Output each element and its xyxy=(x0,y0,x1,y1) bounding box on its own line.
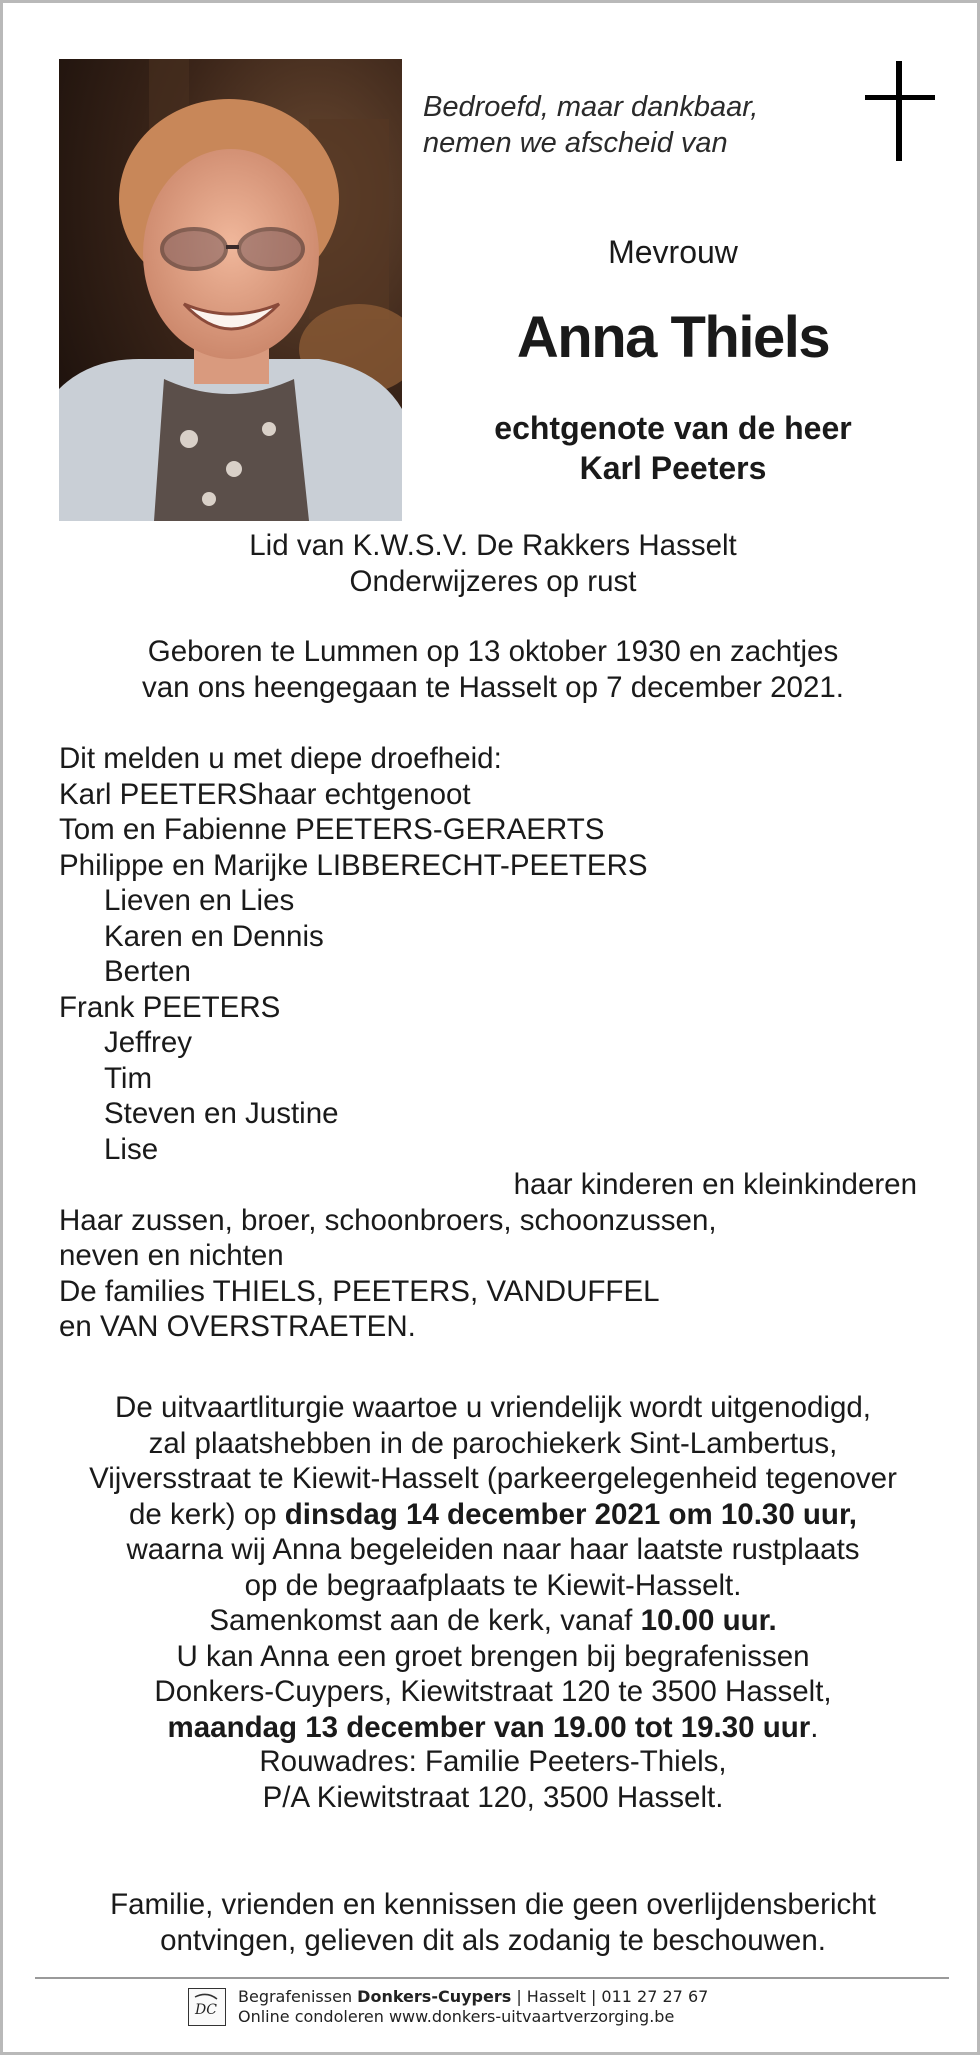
affiliation-line: Lid van K.W.S.V. De Rakkers Hasselt xyxy=(249,529,737,562)
funeral-line: zal plaatshebben in de parochiekerk Sint-Lambertus, xyxy=(148,1426,838,1460)
mourner-line: Jeffrey xyxy=(104,1026,192,1059)
funeral-text: . xyxy=(810,1710,819,1744)
footer-divider xyxy=(35,1977,949,1979)
mourner-line: Lise xyxy=(104,1132,159,1166)
intro-line: nemen we afscheid van xyxy=(423,127,728,159)
funeral-line: waarna wij Anna begeleiden naar haar laatste rustplaats xyxy=(126,1533,860,1566)
logo-text: DC xyxy=(195,2002,217,2018)
family-line: Haar zussen, broer, schoonbroers, schoonzussen, xyxy=(59,1203,717,1237)
gathering-time: 10.00 uur. xyxy=(640,1604,777,1637)
birth-death-block xyxy=(59,634,927,705)
mourner-line: Karl PEETERShaar echtgenoot xyxy=(59,777,471,811)
funeral-line: U kan Anna een groet brengen bij begrafenissen xyxy=(176,1639,810,1673)
portrait-photo xyxy=(59,59,402,521)
birth-death-line: van ons heengegaan te Hasselt op 7 december 2021. xyxy=(142,670,844,704)
family-line: De families THIELS, PEETERS, VANDUFFEL xyxy=(59,1274,660,1308)
spouse-line: echtgenote van de heer xyxy=(494,410,852,446)
mourners-block xyxy=(59,741,927,1345)
funeral-home-logo xyxy=(188,1988,226,2026)
footer-line xyxy=(238,1987,708,2007)
spouse-text xyxy=(423,408,923,488)
mourner-line: Philippe en Marijke LIBBERECHT-PEETERS xyxy=(59,848,648,882)
cross-icon xyxy=(865,61,935,161)
footer-text xyxy=(238,1987,708,2027)
mourners-intro: Dit melden u met diepe droefheid: xyxy=(59,742,502,775)
intro-line: Bedroefd, maar dankbaar, xyxy=(423,91,759,123)
mourner-line: Karen en Dennis xyxy=(104,919,324,953)
funeral-line: Donkers-Cuypers, Kiewitstraat 120 te 3500 Hasselt, xyxy=(154,1675,832,1708)
funeral-date: dinsdag 14 december 2021 om 10.30 uur, xyxy=(284,1497,858,1531)
funeral-block xyxy=(59,1390,927,1745)
intro-text xyxy=(423,89,758,161)
funeral-line: op de begraafplaats te Kiewit-Hasselt. xyxy=(244,1568,742,1602)
closing-block xyxy=(59,1887,927,1958)
affiliation-line: Onderwijzeres op rust xyxy=(349,564,637,598)
funeral-home-name: Donkers-Cuypers xyxy=(357,1987,512,2006)
mourner-line: Lieven en Lies xyxy=(104,884,295,917)
children-label: haar kinderen en kleinkinderen xyxy=(513,1168,917,1201)
spouse-line: Karl Peeters xyxy=(579,450,767,486)
mourner-line: Steven en Justine xyxy=(104,1097,339,1130)
funeral-text: Samenkomst aan de kerk, vanaf xyxy=(209,1604,641,1637)
family-line: neven en nichten xyxy=(59,1239,284,1272)
closing-line: Familie, vrienden en kennissen die geen overlijdensbericht xyxy=(110,1888,876,1921)
footer xyxy=(188,1987,808,2031)
mourner-line: Tom en Fabienne PEETERS-GERAERTS xyxy=(59,813,605,846)
mourner-line: Frank PEETERS xyxy=(59,990,281,1024)
visitation-time: maandag 13 december van 19.00 tot 19.30 uur xyxy=(167,1710,811,1744)
funeral-line: De uitvaartliturgie waartoe u vriendelijk wordt uitgenodigd, xyxy=(115,1391,871,1424)
funeral-text: de kerk) op xyxy=(128,1497,285,1531)
address-line: Rouwadres: Familie Peeters-Thiels, xyxy=(259,1745,727,1778)
footer-contact: | Hasselt | 011 27 27 67 xyxy=(511,1987,709,2006)
funeral-line xyxy=(59,1497,927,1533)
affiliation-block xyxy=(59,528,927,599)
funeral-line xyxy=(59,1603,927,1639)
address-line: P/A Kiewitstraat 120, 3500 Hasselt. xyxy=(262,1780,724,1814)
mourner-line: Tim xyxy=(104,1061,153,1095)
funeral-line: Vijversstraat te Kiewit-Hasselt (parkeergelegenheid tegenover xyxy=(89,1462,897,1495)
footer-text-part: Begrafenissen xyxy=(238,1987,358,2006)
mourner-line: Berten xyxy=(104,955,191,988)
deceased-name: Anna Thiels xyxy=(516,305,830,370)
salutation: Mevrouw xyxy=(608,234,738,270)
family-line: en VAN OVERSTRAETEN. xyxy=(59,1310,416,1343)
footer-website[interactable]: Online condoleren www.donkers-uitvaartverzorging.be xyxy=(238,2007,675,2026)
birth-death-line: Geboren te Lummen op 13 oktober 1930 en zachtjes xyxy=(147,635,839,668)
address-block xyxy=(59,1744,927,1815)
funeral-line xyxy=(59,1710,927,1746)
closing-line: ontvingen, gelieven dit als zodanig te beschouwen. xyxy=(160,1923,826,1957)
